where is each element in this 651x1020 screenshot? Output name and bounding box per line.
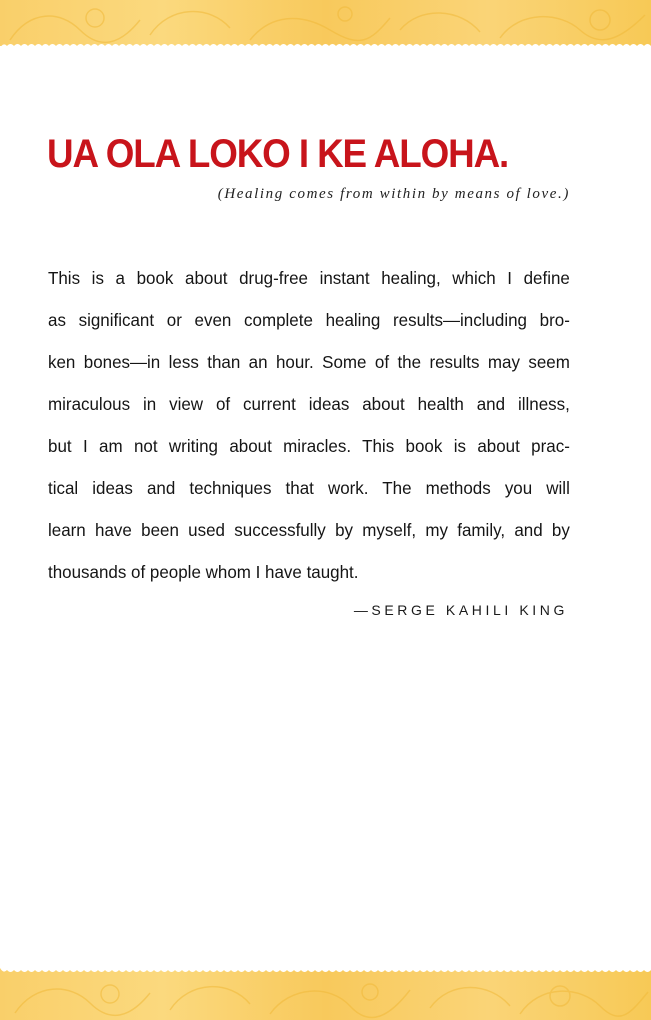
author-attribution: —SERGE KAHILI KING <box>353 602 568 618</box>
body-line: but I am not writing about miracles. This book is about prac- <box>48 436 570 456</box>
page-title: UA OLA LOKO I KE ALOHA. <box>47 132 509 176</box>
title-translation: (Healing comes from within by means of love.) <box>217 186 570 202</box>
body-line: tical ideas and techniques that work. The methods you will <box>48 478 570 498</box>
body-line: thousands of people whom I have taught. <box>48 562 359 582</box>
body-line: This is a book about drug-free instant healing, which I define <box>48 268 570 288</box>
top-decorative-band <box>0 0 651 46</box>
body-paragraph <box>48 257 570 593</box>
body-line: learn have been used successfully by myself, my family, and by <box>48 520 570 540</box>
wavy-edge-bottom <box>0 968 651 976</box>
body-line: as significant or even complete healing results—including bro- <box>48 310 570 330</box>
wavy-edge-top <box>0 40 651 46</box>
body-line: ken bones—in less than an hour. Some of the results may seem <box>48 352 570 372</box>
body-line: miraculous in view of current ideas about health and illness, <box>48 394 570 414</box>
bottom-decorative-band <box>0 968 651 1020</box>
